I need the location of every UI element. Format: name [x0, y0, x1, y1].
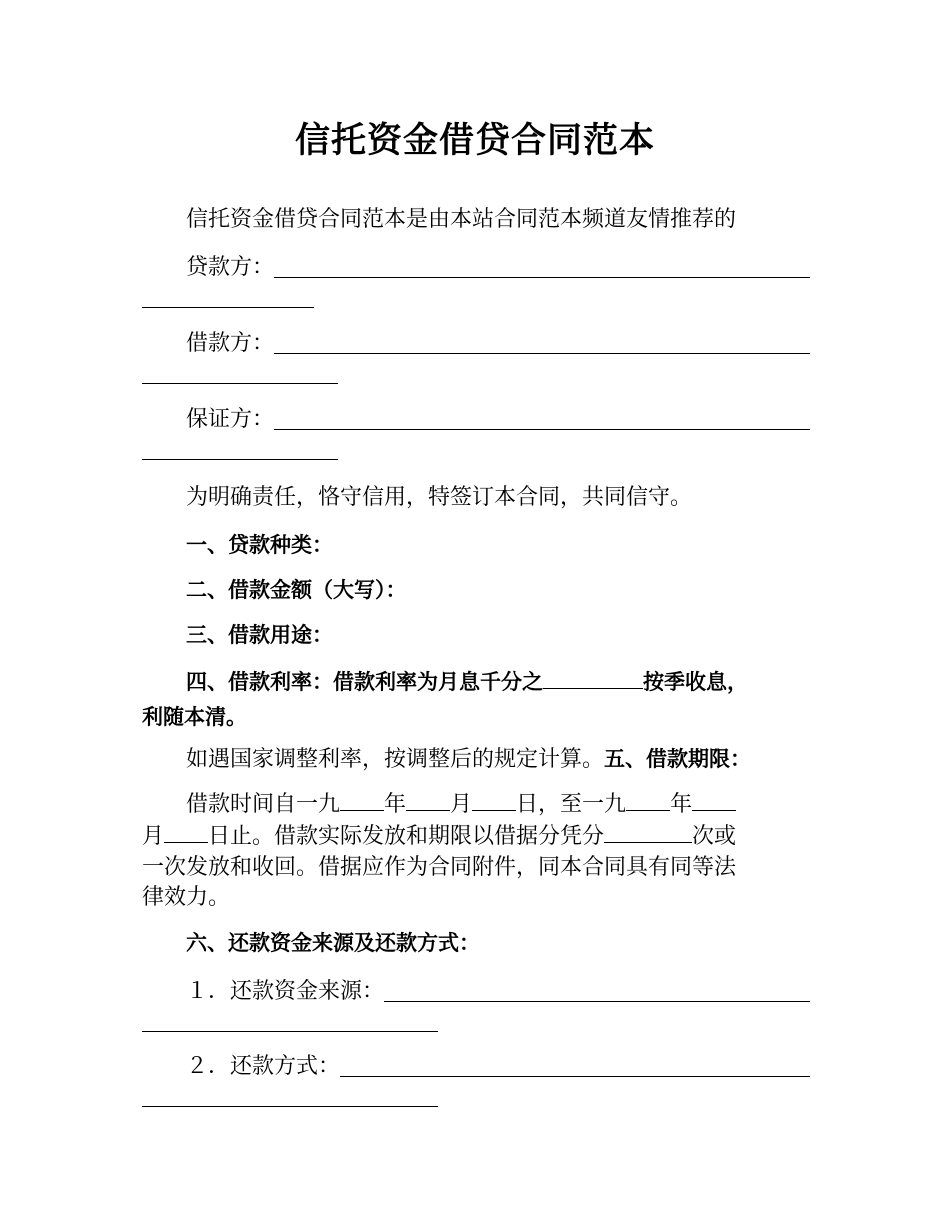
section-4-text: 四、借款利率：借款利率为月息千分之 — [186, 670, 543, 694]
term-line-4: 律效力。 — [142, 885, 231, 910]
lender-field — [142, 251, 810, 285]
term-month-label: 月 — [450, 792, 473, 817]
lender-label: 贷款方： — [186, 255, 275, 280]
term-line-3: 一次发放和收回。借据应作为合同附件，同本合同具有同等法 — [142, 855, 737, 880]
borrower-label: 借款方： — [186, 331, 275, 356]
start-year-blank — [340, 790, 384, 811]
installments-blank — [604, 822, 692, 843]
repayment-method-blank-continuation — [142, 1106, 438, 1107]
preamble: 为明确责任，恪守信用，特签订本合同，共同信守。 — [186, 485, 693, 510]
section-4-line-1 — [142, 665, 810, 699]
adjustment-line — [142, 742, 810, 777]
repayment-source-label: １．还款资金来源： — [186, 979, 385, 1004]
lender-blank-continuation — [142, 307, 314, 308]
borrower-field — [142, 327, 810, 361]
term-text-start: 借款时间自一九 — [186, 792, 341, 817]
term-line-1 — [142, 788, 810, 822]
end-year-blank — [626, 790, 670, 811]
section-3-heading: 三、借款用途： — [186, 623, 333, 647]
repayment-method-blank — [340, 1052, 810, 1077]
guarantor-label: 保证方： — [186, 407, 275, 432]
section-4-line-2: 利随本清。 — [142, 705, 247, 729]
section-5-heading: 五、借款期限： — [604, 747, 752, 771]
borrower-blank-continuation — [142, 383, 338, 384]
guarantor-blank — [274, 405, 810, 430]
repayment-method-label: ２．还款方式： — [186, 1054, 341, 1079]
lender-blank — [274, 253, 810, 278]
start-month-blank — [406, 790, 450, 811]
guarantor-field — [142, 403, 810, 437]
interest-rate-blank — [543, 668, 643, 689]
start-day-blank — [472, 790, 516, 811]
borrower-blank — [274, 329, 810, 354]
section-6-heading: 六、还款资金来源及还款方式： — [186, 931, 480, 955]
term-text-middle: 日止。借款实际发放和期限以借据分凭分 — [208, 824, 605, 849]
repayment-method-field — [142, 1050, 810, 1084]
guarantor-blank-continuation — [142, 459, 338, 460]
adjustment-text: 如遇国家调整利率，按调整后的规定计算。 — [186, 747, 605, 772]
section-1-heading: 一、贷款种类： — [186, 533, 333, 557]
term-year-label: 年 — [384, 792, 407, 817]
term-end-year-label: 年 — [670, 792, 693, 817]
term-day-to-label: 日，至一九 — [516, 792, 627, 817]
end-month-blank — [692, 790, 736, 811]
intro-paragraph: 信托资金借贷合同范本是由本站合同范本频道友情推荐的 — [186, 207, 737, 232]
end-day-blank — [164, 822, 208, 843]
term-end-month-label: 月 — [142, 824, 165, 849]
section-2-heading: 二、借款金额（大写）： — [186, 578, 407, 602]
repayment-source-blank — [384, 977, 810, 1002]
term-text-tail: 次或 — [692, 824, 737, 849]
repayment-source-blank-continuation — [142, 1031, 438, 1032]
term-line-2 — [142, 820, 810, 854]
page-title: 信托资金借贷合同范本 — [294, 121, 655, 161]
section-4-text-tail: 按季收息， — [643, 670, 748, 694]
repayment-source-field — [142, 975, 810, 1009]
